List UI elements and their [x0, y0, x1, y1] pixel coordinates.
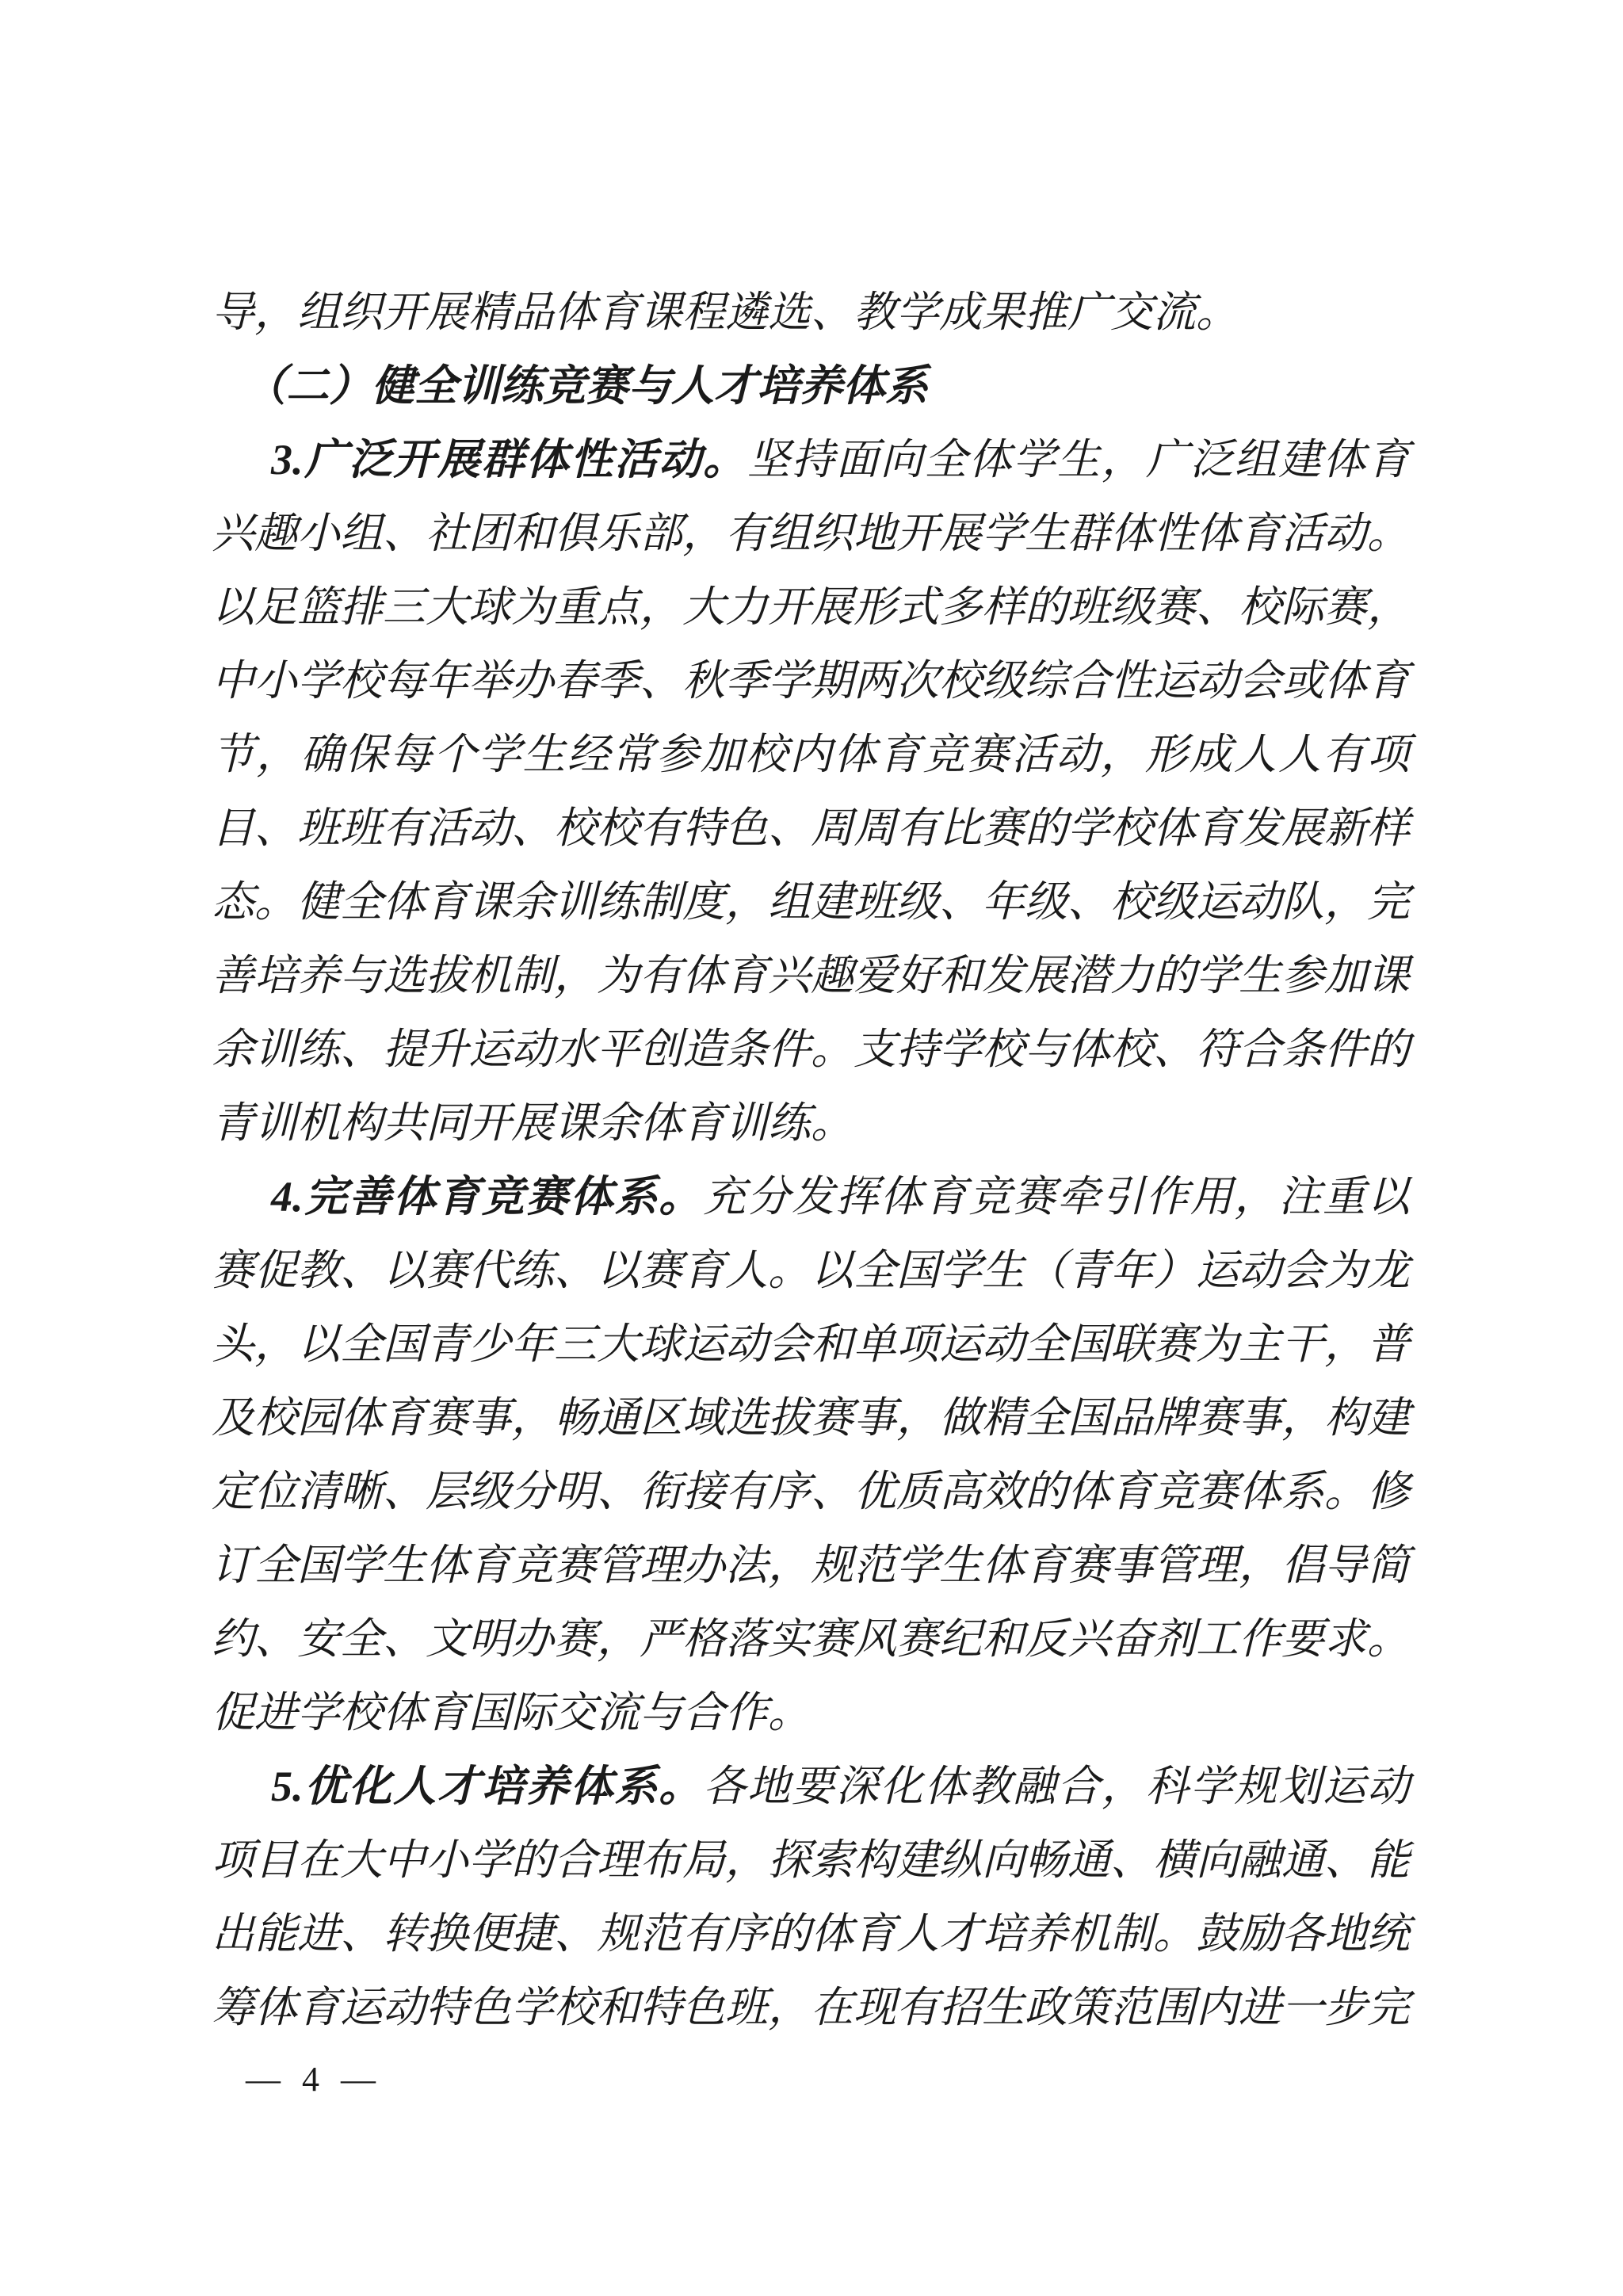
body-text: 促进学校体育国际交流与合作。 — [212, 1689, 811, 1736]
body-text: 目、班班有活动、校校有特色、周周有比赛的学校体育发展新样 — [212, 804, 1410, 852]
body-text: 头，以全国青少年三大球运动会和单项运动全国联赛为主干，普 — [212, 1320, 1410, 1368]
document-line — [212, 1897, 1410, 1971]
document-line — [212, 1603, 1410, 1676]
body-text: 充分发挥体育竞赛牵引作用，注重以 — [703, 1173, 1411, 1221]
document-line — [212, 865, 1410, 939]
body-text: 余训练、提升运动水平创造条件。支持学校与体校、符合条件的 — [212, 1026, 1410, 1073]
body-text: 善培养与选拔机制，为有体育兴趣爱好和发展潜力的学生参加课 — [212, 952, 1410, 999]
document-line — [212, 1750, 1410, 1824]
document-line — [212, 497, 1410, 571]
emphasis-text: 5.优化人才培养体系。 — [271, 1763, 704, 1810]
body-text: 订全国学生体育竞赛管理办法，规范学生体育赛事管理，倡导简 — [212, 1541, 1410, 1589]
document-line — [212, 276, 1410, 350]
document-line — [212, 423, 1410, 497]
body-text: 节，确保每个学生经常参加校内体育竞赛活动，形成人人有项 — [212, 731, 1410, 778]
document-line — [212, 718, 1410, 792]
document-line — [212, 350, 1410, 423]
document-line — [212, 1234, 1410, 1308]
body-text: 兴趣小组、社团和俱乐部，有组织地开展学生群体性体育活动。 — [212, 510, 1410, 557]
document-line — [212, 1676, 1410, 1750]
body-text: 筹体育运动特色学校和特色班，在现有招生政策范围内进一步完 — [212, 1984, 1410, 2031]
document-line — [212, 644, 1410, 718]
document-line — [212, 1971, 1410, 2045]
emphasis-text: （二）健全训练竞赛与人才培养体系 — [243, 362, 928, 410]
document-line — [212, 1160, 1410, 1234]
document-line — [212, 1087, 1410, 1160]
body-text: 出能进、转换便捷、规范有序的体育人才培养机制。鼓励各地统 — [212, 1910, 1410, 1958]
body-text: 态。健全体育课余训练制度，组建班级、年级、校级运动队，完 — [212, 878, 1410, 926]
document-line — [212, 571, 1410, 644]
emphasis-text: 3.广泛开展群体性活动。 — [271, 436, 747, 483]
document-body — [212, 276, 1410, 2045]
body-text: 赛促教、以赛代练、以赛育人。以全国学生（青年）运动会为龙 — [212, 1247, 1410, 1294]
document-line — [212, 1455, 1410, 1529]
page-number: — 4 — — [246, 2060, 382, 2099]
body-text: 各地要深化体教融合，科学规划运动 — [703, 1763, 1411, 1810]
body-text: 导，组织开展精品体育课程遴选、教学成果推广交流。 — [212, 288, 1239, 336]
body-text: 以足篮排三大球为重点，大力开展形式多样的班级赛、校际赛， — [212, 583, 1410, 631]
emphasis-text: 4.完善体育竞赛体系。 — [271, 1173, 704, 1221]
document-line — [212, 1381, 1410, 1455]
body-text: 中小学校每年举办春季、秋季学期两次校级综合性运动会或体育 — [212, 657, 1410, 705]
document-line — [212, 1308, 1410, 1381]
body-text: 坚持面向全体学生，广泛组建体育 — [747, 436, 1411, 483]
document-line — [212, 792, 1410, 865]
body-text: 及校园体育赛事，畅通区域选拔赛事，做精全国品牌赛事，构建 — [212, 1394, 1410, 1442]
body-text: 青训机构共同开展课余体育训练。 — [212, 1099, 854, 1147]
document-line — [212, 939, 1410, 1013]
document-line — [212, 1824, 1410, 1897]
document-line — [212, 1529, 1410, 1603]
body-text: 定位清晰、层级分明、衔接有序、优质高效的体育竞赛体系。修 — [212, 1468, 1410, 1515]
body-text: 项目在大中小学的合理布局，探索构建纵向畅通、横向融通、能 — [212, 1836, 1410, 1884]
body-text: 约、安全、文明办赛，严格落实赛风赛纪和反兴奋剂工作要求。 — [212, 1615, 1410, 1663]
document-line — [212, 1013, 1410, 1087]
